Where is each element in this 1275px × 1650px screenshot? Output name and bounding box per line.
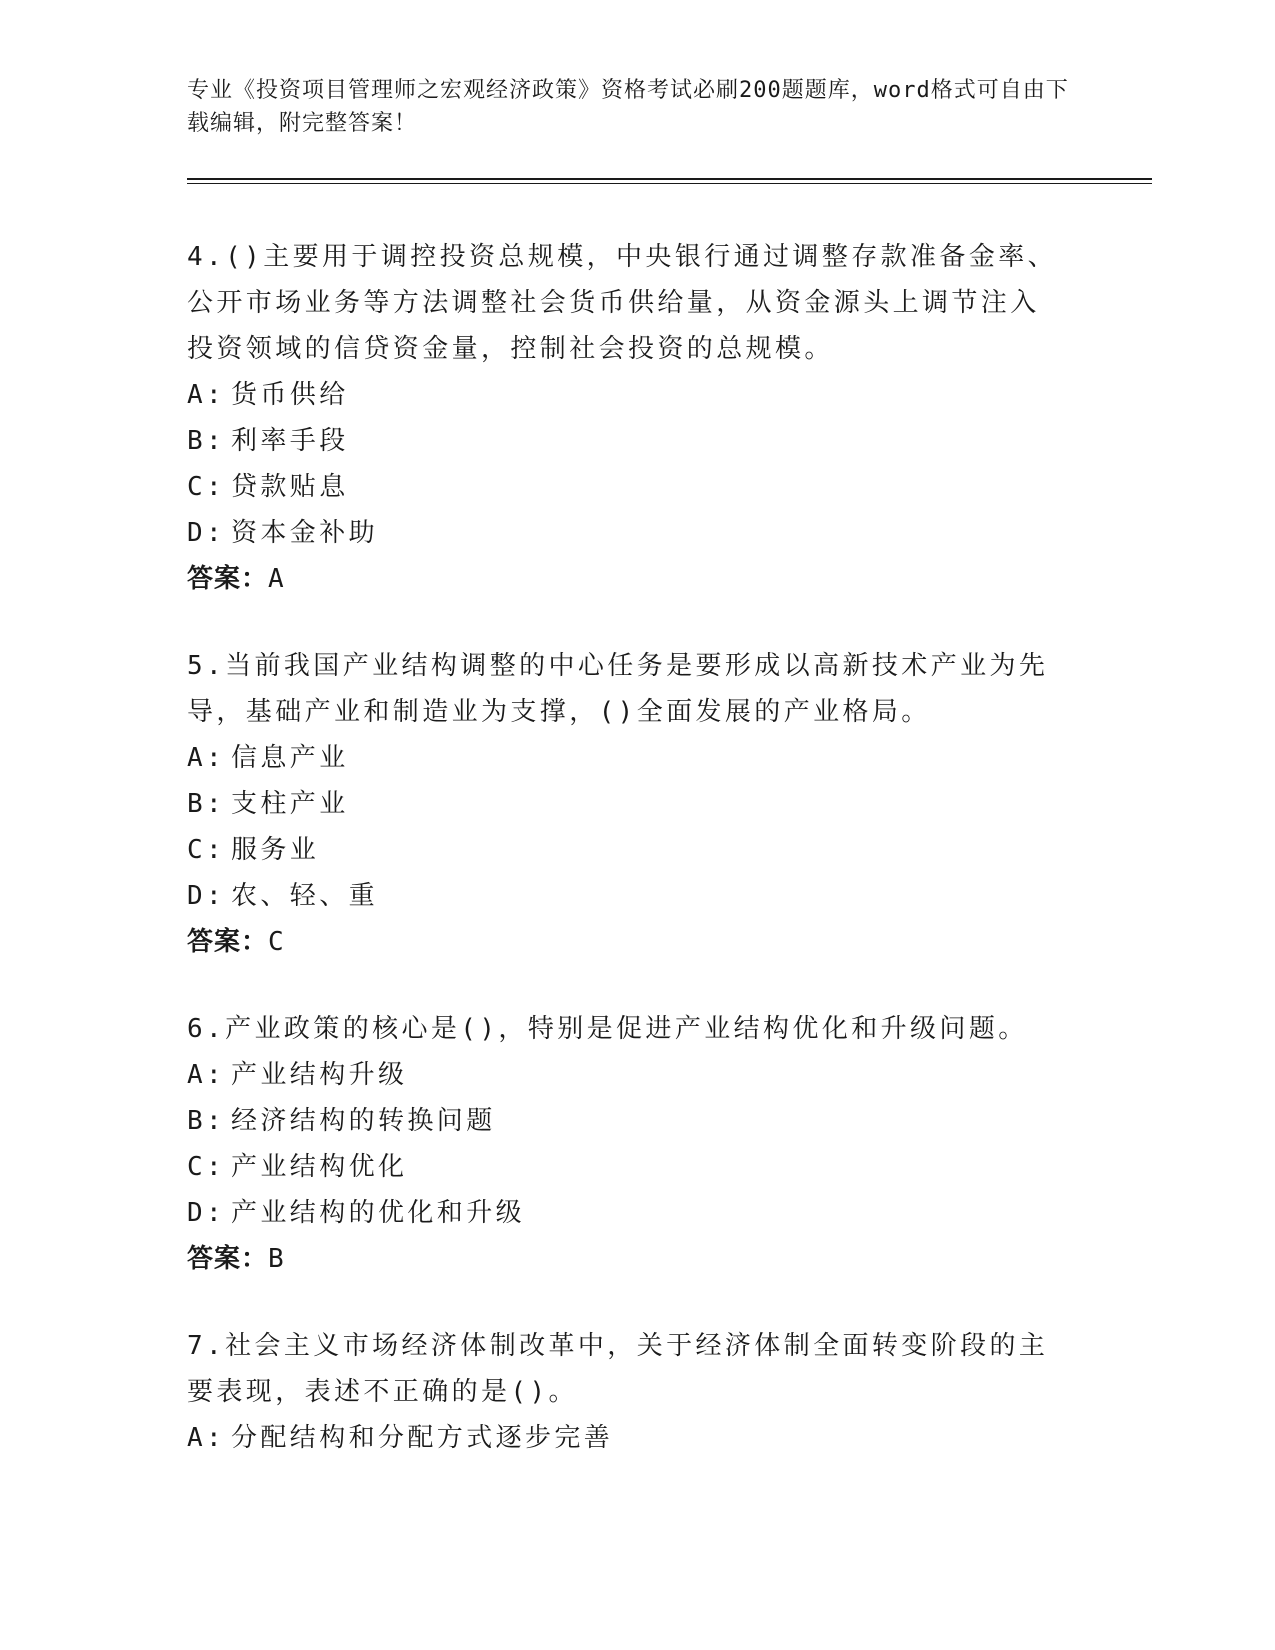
option-a: [187, 372, 1067, 418]
option-key: C:: [187, 472, 226, 502]
answer-value: B: [268, 1244, 285, 1274]
option-text: 产业结构优化: [231, 1152, 408, 1182]
option-key: A:: [187, 743, 226, 773]
option-a: [187, 735, 1067, 781]
option-text: 产业结构的优化和升级: [231, 1198, 526, 1228]
question-stem: 7.社会主义市场经济体制改革中，关于经济体制全面转变阶段的主要表现，表述不正确的是()。: [187, 1331, 1049, 1407]
option-text: 服务业: [231, 835, 320, 865]
header-divider-thin: [187, 183, 1152, 184]
answer-label: 答案：: [187, 927, 269, 957]
option-key: B:: [187, 426, 226, 456]
option-key: B:: [187, 789, 226, 819]
option-text: 货币供给: [231, 380, 349, 410]
option-b: [187, 781, 1067, 827]
answer-value: A: [268, 564, 285, 594]
option-b: [187, 418, 1067, 464]
option-key: A:: [187, 1423, 226, 1453]
answer-line: [187, 1236, 1067, 1282]
option-text: 资本金补助: [231, 518, 379, 548]
option-c: [187, 1144, 1067, 1190]
option-key: A:: [187, 1060, 226, 1090]
option-key: B:: [187, 1106, 226, 1136]
option-key: A:: [187, 380, 226, 410]
question-stem: 5.当前我国产业结构调整的中心任务是要形成以高新技术产业为先导，基础产业和制造业为支撑，()全面发展的产业格局。: [187, 651, 1049, 727]
option-text: 利率手段: [231, 426, 349, 456]
answer-value: C: [268, 927, 285, 957]
answer-line: [187, 556, 1067, 602]
option-key: D:: [187, 881, 226, 911]
answer-line: [187, 919, 1067, 965]
option-text: 信息产业: [231, 743, 349, 773]
question-7: [187, 1323, 1067, 1461]
option-text: 分配结构和分配方式逐步完善: [231, 1423, 614, 1453]
option-text: 支柱产业: [231, 789, 349, 819]
option-d: [187, 1190, 1067, 1236]
option-c: [187, 464, 1067, 510]
question-6: [187, 1006, 1067, 1282]
option-text: 农、轻、重: [231, 881, 379, 911]
question-4: [187, 234, 1067, 602]
option-text: 产业结构升级: [231, 1060, 408, 1090]
option-key: C:: [187, 835, 226, 865]
option-a: [187, 1052, 1067, 1098]
option-c: [187, 827, 1067, 873]
answer-label: 答案：: [187, 564, 269, 594]
option-d: [187, 873, 1067, 919]
question-list: [187, 234, 1067, 1502]
document-header: 专业《投资项目管理师之宏观经济政策》资格考试必刷200题题库，word格式可自由下载编辑，附完整答案！: [187, 78, 1069, 136]
answer-label: 答案：: [187, 1244, 269, 1274]
option-b: [187, 1098, 1067, 1144]
option-key: D:: [187, 518, 226, 548]
option-key: D:: [187, 1198, 226, 1228]
option-key: C:: [187, 1152, 226, 1182]
option-text: 经济结构的转换问题: [231, 1106, 496, 1136]
option-d: [187, 510, 1067, 556]
question-stem: 6.产业政策的核心是()，特别是促进产业结构优化和升级问题。: [187, 1014, 1028, 1044]
question-stem: 4.()主要用于调控投资总规模，中央银行通过调整存款准备金率、公开市场业务等方法调整社会货币供给量，从资金源头上调节注入投资领域的信贷资金量，控制社会投资的总规模。: [187, 242, 1058, 364]
option-text: 贷款贴息: [231, 472, 349, 502]
header-divider-thick: [187, 178, 1152, 180]
question-5: [187, 643, 1067, 965]
option-a: [187, 1415, 1067, 1461]
